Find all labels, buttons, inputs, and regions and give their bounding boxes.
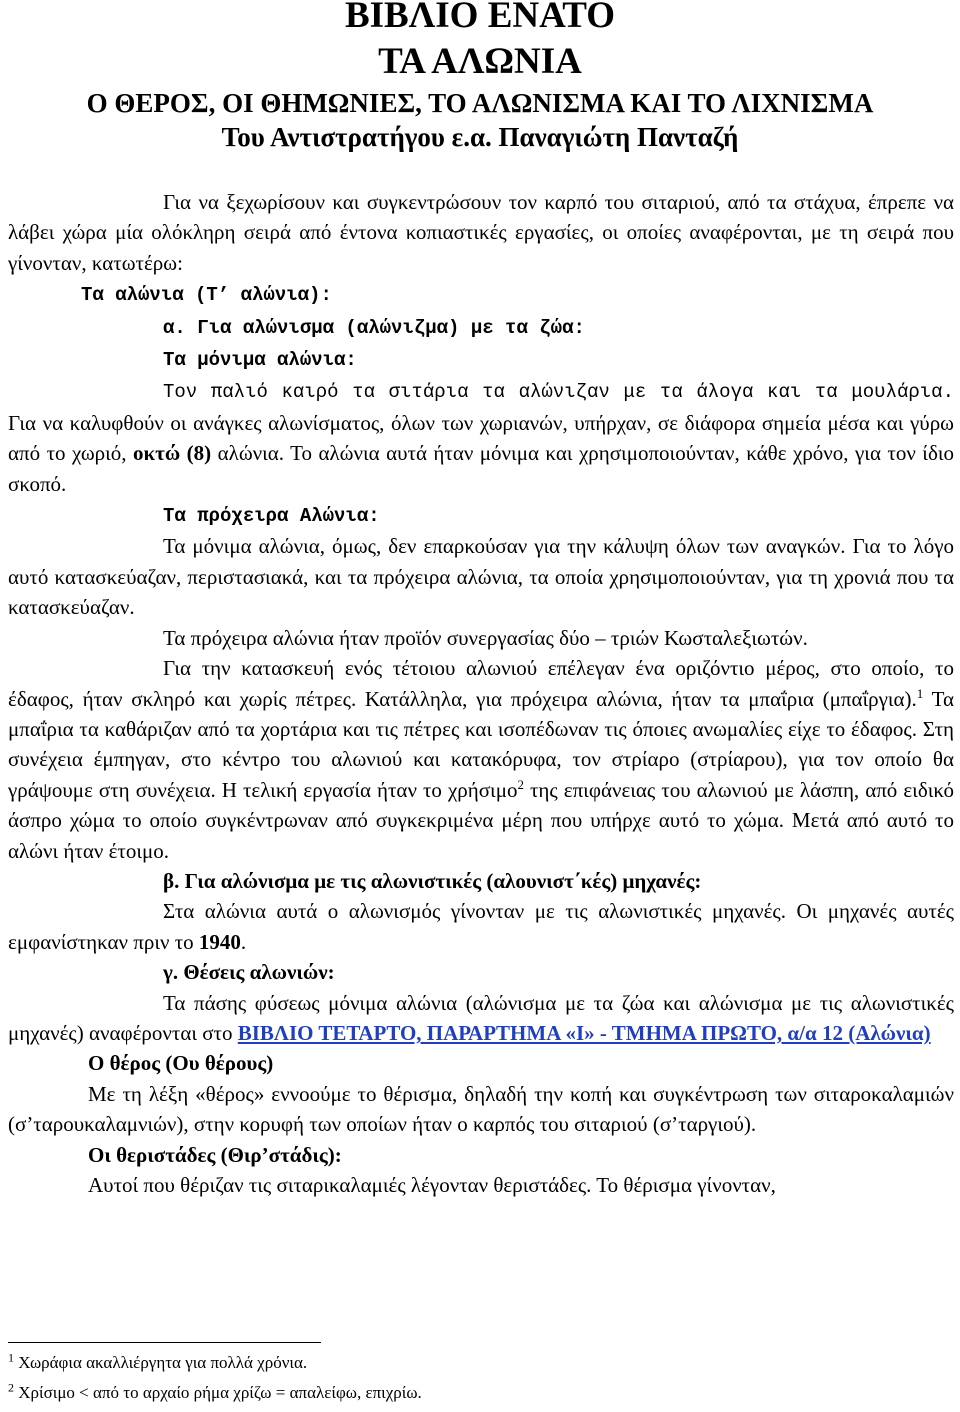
monima-paragraph: Για να καλυφθούν οι ανάγκες αλωνίσματος, όλων των χωριανών, υπήρχαν, σε διάφορα σημεία μέσα και γύρω από το χωριό, οκτώ (8) αλώνια. Το αλώνια αυτά ήταν μόνιμα και χρησιμοποιούνταν, κάθε χρόνο, για τον ίδιο σκοπό. <box>8 410 955 496</box>
monima-first-line: Τον παλιό καιρό τα σιτάρια τα αλώνιζαν με τα άλογα και τα μουλάρια. <box>163 381 954 404</box>
section-heading-a: α. Για αλώνισμα (αλώνιζμα) με τα ζώα: <box>163 316 585 339</box>
subheading-proxeira: Τα πρόχειρα Αλώνια: <box>163 505 380 528</box>
theros-paragraph: Με τη λέξη «θέρος» εννοούμε το θέρισμα, δηλαδή την κοπή και συγκέντρωση των σιταροκαλαμιών (σ’ταρουκαλαμνιών), στην κορυφή των οποίων ήταν ο καρπός του σιταριού (σ’ταργιού). <box>8 1081 954 1137</box>
year-1940: 1940 <box>198 929 241 954</box>
theristades-paragraph: Αυτοί που θέριζαν τις σιταρικαλαμιές λέγονταν θεριστάδες. Το θέρισμα γίνονταν, <box>88 1173 776 1197</box>
footnote-1: $^1$ Χωράφια ακαλλιέργητα για πολλά χρόνια. <box>8 1350 308 1372</box>
subheading-monima: Τα μόνιμα αλώνια: <box>163 349 357 372</box>
chapter-title: ΤΑ ΑΛΩΝΙΑ <box>378 41 582 82</box>
eight-count: οκτώ (8) <box>133 441 212 466</box>
b-paragraph: Στα αλώνια αυτά ο αλωνισμός γίνονταν με τις αλωνιστικές μηχανές. Οι μηχανές αυτές εμφανίστηκαν πριν το 1940. <box>8 899 954 954</box>
section-heading-alonia: Τα αλώνια (Τ’ αλώνια): <box>81 284 332 307</box>
author-line: Του Αντιστρατήγου ε.α. Παναγιώτη Πανταζή <box>221 122 739 152</box>
footnote-separator <box>8 1342 321 1343</box>
section-heading-theristades: Οι θεριστάδες (Θιρ’στάδις): <box>88 1142 342 1167</box>
footnote-ref-1: 1 <box>916 685 924 701</box>
proxeira-paragraph-2: Τα πρόχειρα αλώνια ήταν προϊόν συνεργασίας δύο – τριών Κωσταλεξιωτών. <box>163 625 808 650</box>
section-heading-g: γ. Θέσεις αλωνιών: <box>163 960 335 985</box>
footnote-ref-2: 2 <box>517 776 524 792</box>
kataskevi-paragraph: Για την κατασκευή ενός τέτοιου αλωνιού επέλεγαν ένα οριζόντιο μέρος, στο οποίο, το έδαφος, ήταν σκληρό και χωρίς πέτρες. Κατάλληλα, για πρόχειρα αλώνια, ήταν τα μπαΐρια (μπαΐργια).$^1$ Τα μπαΐρια τα καθάριζαν από τα χορτάρια και τις πέτρες και ισοπέδωναν τις όποιες ανωμαλίες είχε το έδαφος. Στη συνέχεια έμπηγαν, στο κέντρο του αλωνιού και κατακόρυφα, τον στρίαρο (στρίαρου), για τον οποίο θα γράψουμε στη συνέχεια. Η τελική εργασία ήταν το χρήσιμο$^2$ της επιφάνειας του αλωνιού με λάσπη, από ειδικό άσπρο χώμα το οποίο συγκέντρωναν από συγκεκριμένα μέρη που υπήρχε αυτό το χώμα. Μετά από αυτό το αλώνι ήταν έτοιμο. <box>8 656 954 863</box>
intro-paragraph: Για να ξεχωρίσουν και συγκεντρώσουν τον καρπό του σιταριού, από τα στάχυα, έπρεπε να λάβει χώρα μία ολόκληρη σειρά από έντονα κοπιαστικές εργασίες, οι οποίες αναφέρονται, με τη σειρά που γίνονταν, κατωτέρω: <box>8 190 954 275</box>
proxeira-paragraph-1: Τα μόνιμα αλώνια, όμως, δεν επαρκούσαν για την κάλυψη όλων των αναγκών. Για το λόγο αυτό κατασκεύαζαν, περιστασιακά, και τα πρόχειρα αλώνια, τα οποία χρησιμοποιούνταν, για τη χρονιά που τα κατασκεύαζαν. <box>8 534 954 620</box>
chapter-subtitle: Ο ΘΕΡΟΣ, ΟΙ ΘΗΜΩΝΙΕΣ, ΤΟ ΑΛΩΝΙΣΜΑ ΚΑΙ ΤΟ ΛΙΧΝΙΣΜΑ <box>86 88 874 118</box>
document-body <box>8 187 954 1200</box>
book-four-appendix-link[interactable]: ΒΙΒΛΙΟ ΤΕΤΑΡΤΟ, ΠΑΡΑΡΤΗΜΑ «Ι» - ΤΜΗΜΑ ΠΡΩΤΟ, α/α 12 (Αλώνια) <box>237 1020 931 1045</box>
g-paragraph: Τα πάσης φύσεως μόνιμα αλώνια (αλώνισμα με τα ζώα και αλώνισμα με τις αλωνιστικές μηχανές) αναφέρονται στο ΒΙΒΛΙΟ ΤΕΤΑΡΤΟ, ΠΑΡΑΡΤΗΜΑ «Ι» - ΤΜΗΜΑ ΠΡΩΤΟ, α/α 12 (Αλώνια) <box>8 990 954 1045</box>
book-title: ΒΙΒΛΙΟ ΕΝΑΤΟ <box>344 0 616 36</box>
footnote-2: $^2$ Χρίσιμο < από το αρχαίο ρήμα χρίζω = απαλείφω, επιχρίω. <box>8 1380 422 1402</box>
section-heading-theros: Ο θέρος (Ου θέρους) <box>88 1051 274 1076</box>
section-heading-b: β. Για αλώνισμα με τις αλωνιστικές (αλουνιστ΄κές) μηχανές: <box>163 868 702 893</box>
